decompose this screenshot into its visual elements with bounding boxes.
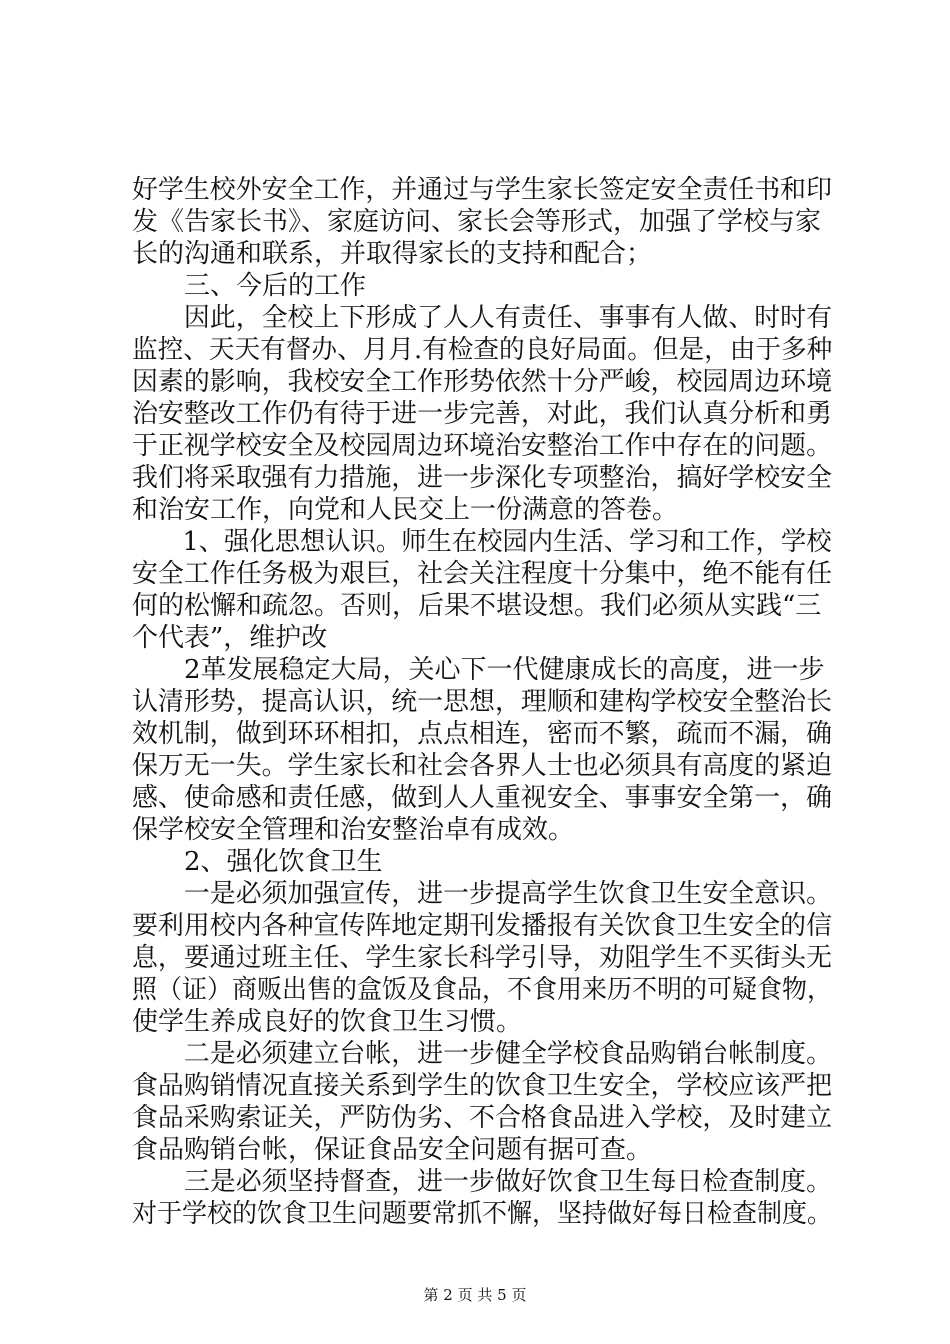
text-line: 感、使命感和责任感，做到人人重视安全、事事安全第一，确 <box>132 783 833 813</box>
page-footer: 第 2 页 共 5 页 <box>423 1286 527 1304</box>
text-line: 三、今后的工作 <box>132 271 367 301</box>
text-line: 照（证）商贩出售的盒饭及食品，不食用来历不明的可疑食物， <box>132 975 833 1005</box>
text-line: 治安整改工作仍有待于进一步完善，对此，我们认真分析和勇 <box>132 399 833 429</box>
text-line: 保学校安全管理和治安整治卓有成效。 <box>132 815 575 845</box>
text-line: 长的沟通和联系，并取得家长的支持和配合； <box>132 239 653 269</box>
text-line: 何的松懈和疏忽。否则，后果不堪设想。我们必须从实践“三 <box>132 591 822 621</box>
text-line: 使学生养成良好的饮食卫生习惯。 <box>132 1007 523 1037</box>
text-line: 二是必须建立台帐，进一步健全学校食品购销台帐制度。 <box>132 1039 833 1069</box>
text-line: 1、强化思想认识。师生在校园内生活、学习和工作，学校 <box>132 527 832 557</box>
text-line: 三是必须坚持督查，进一步做好饮食卫生每日检查制度。 <box>132 1167 833 1197</box>
text-line: 食品购销台帐，保证食品安全问题有据可查。 <box>132 1135 653 1165</box>
body-text <box>132 174 832 1230</box>
text-line: 安全工作任务极为艰巨，社会关注程度十分集中，绝不能有任 <box>132 559 833 589</box>
text-line: 要利用校内各种宣传阵地定期刊发播报有关饮食卫生安全的信 <box>132 911 833 941</box>
text-line: 认清形势，提高认识，统一思想，理顺和建构学校安全整治长 <box>132 687 833 717</box>
text-line: 对于学校的饮食卫生问题要常抓不懈，坚持做好每日检查制度。 <box>132 1199 833 1229</box>
text-line: 一是必须加强宣传，进一步提高学生饮食卫生安全意识。 <box>132 879 833 909</box>
text-line: 和治安工作，向党和人民交上一份满意的答卷。 <box>132 495 679 525</box>
text-line: 因素的影响，我校安全工作形势依然十分严峻，校园周边环境 <box>132 367 833 397</box>
text-line: 食品购销情况直接关系到学生的饮食卫生安全，学校应该严把 <box>132 1071 833 1101</box>
text-line: 食品采购索证关，严防伪劣、不合格食品进入学校，及时建立 <box>132 1103 833 1133</box>
text-line: 息，要通过班主任、学生家长科学引导，劝阻学生不买街头无 <box>132 943 833 973</box>
text-line: 于正视学校安全及校园周边环境治安整治工作中存在的问题。 <box>132 431 833 461</box>
text-line: 监控、天天有督办、月月.有检查的良好局面。但是，由于多种 <box>132 335 833 365</box>
text-line: 因此，全校上下形成了人人有责任、事事有人做、时时有 <box>132 303 833 333</box>
text-line: 个代表”，维护改 <box>132 623 328 653</box>
text-line: 好学生校外安全工作，并通过与学生家长签定安全责任书和印 <box>132 175 833 205</box>
text-line: 2、强化饮食卫生 <box>132 847 383 877</box>
text-line: 发《告家长书》、家庭访问、家长会等形式，加强了学校与家 <box>132 207 822 237</box>
text-line: 保万无一失。学生家长和社会各界人士也必须具有高度的紧迫 <box>132 751 833 781</box>
text-line: 我们将采取强有力措施，进一步深化专项整治，搞好学校安全 <box>132 463 833 493</box>
text-line: 2革发展稳定大局，关心下一代健康成长的高度，进一步 <box>132 655 825 685</box>
text-line: 效机制，做到环环相扣，点点相连，密而不繁，疏而不漏，确 <box>132 719 833 749</box>
